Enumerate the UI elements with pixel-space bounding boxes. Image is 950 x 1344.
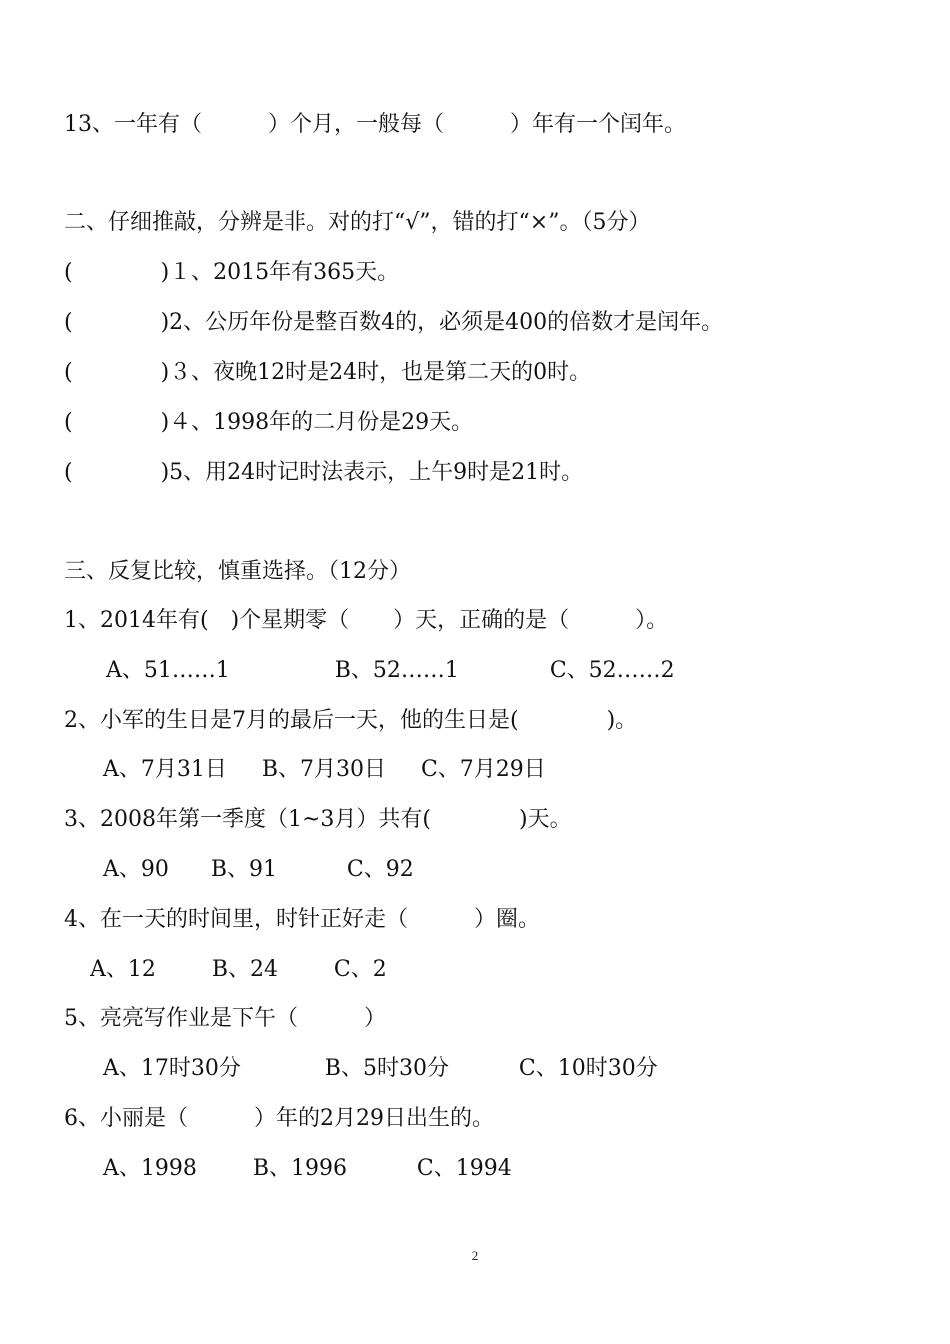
page-number: 2 xyxy=(471,1248,479,1263)
choice-options-4: A、12 B、24 C、2 xyxy=(90,957,387,982)
tf-item-5: ( )5、用24时记时法表示，上午9时是21时。 xyxy=(64,460,584,485)
choice-options-2: A、7月31日 B、7月30日 C、7月29日 xyxy=(103,757,546,782)
choice-question-1: 1、2014年有( )个星期零（ ）天，正确的是（ ）。 xyxy=(64,608,669,633)
tf-item-2: ( )2、公历年份是整百数4的，必须是400的倍数才是闰年。 xyxy=(64,310,724,335)
choice-question-5: 5、亮亮写作业是下午（ ） xyxy=(64,1006,386,1031)
choice-question-4: 4、在一天的时间里，时针正好走（ ）圈。 xyxy=(64,907,540,932)
choice-question-3: 3、2008年第一季度（1~3月）共有( )天。 xyxy=(64,807,572,832)
section-2-heading: 二、仔细推敲，分辨是非。对的打“√”，错的打“×”。（5分） xyxy=(64,210,651,235)
choice-options-6: A、1998 B、1996 C、1994 xyxy=(103,1156,512,1181)
section-3-heading: 三、反复比较，慎重选择。（12分） xyxy=(64,559,411,584)
choice-options-5: A、17时30分 B、5时30分 C、10时30分 xyxy=(103,1056,658,1081)
choice-question-2: 2、小军的生日是7月的最后一天，他的生日是( )。 xyxy=(64,708,638,733)
question-13: 13、一年有（ ）个月，一般每（ ）年有一个闰年。 xyxy=(64,112,686,137)
choice-question-6: 6、小丽是（ ）年的2月29日出生的。 xyxy=(64,1106,494,1131)
choice-options-3: A、90 B、91 C、92 xyxy=(103,857,414,882)
tf-item-1: ( )１、2015年有365天。 xyxy=(64,260,400,285)
choice-options-1: A、51……1 B、52……1 C、52……2 xyxy=(92,658,675,683)
tf-item-3: ( )３、夜晚12时是24时，也是第二天的0时。 xyxy=(64,360,592,385)
tf-item-4: ( )４、1998年的二月份是29天。 xyxy=(64,410,474,435)
